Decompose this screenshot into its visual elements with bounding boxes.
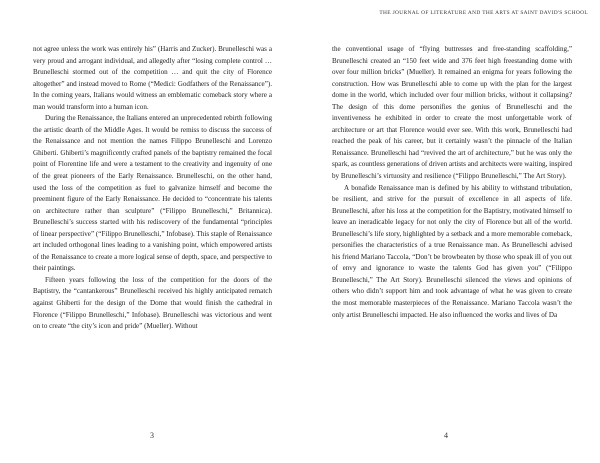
left-page-body <box>33 44 272 333</box>
page-number: 4 <box>444 431 448 440</box>
page-number: 3 <box>150 431 154 440</box>
paragraph: not agree unless the work was entirely his” (Harris and Zucker). Brunelleschi was a very proud and arrogant individual, and allegedly after “losing complete control … Brunelleschi stormed out of the competition … and quit the city of Florence altogether” and instead moved to Rome (“Medici: Godfathers of the Renaissance”). In the coming years, Italians would witness an emblematic comeback story where a man would transform into a human icon. <box>33 45 272 111</box>
right-page-body <box>332 44 572 321</box>
paragraph: A bonafide Renaissance man is defined by his ability to withstand tribulation, be resilient, and strive for the pursuit of excellence in all aspects of life. Brunelleschi, after his loss at the competition for the Baptistry, motivated himself to leave an ineradicable legacy for not only the city of Florence but all of the world. Brunelleschi’s life story, highlighted by a setback and a more memorable comeback, personifies the characteristics of a true Renaissance man. As Brunelleschi advised his friend Mariano Taccola, “Don’t be browbeaten by those who speak ill of you out of envy and ignorance to waste the talents God has given you” (“Filippo Brunelleschi,” The Art Story). Brunelleschi silenced the views and opinions of others who didn’t support him and took advantage of what he was given to create the most memorable masterpieces of the Renaissance. Mariano Taccola wasn’t the only artist Brunelleschi impacted. He also influenced the works and lives of Da <box>332 183 572 319</box>
right-page <box>300 0 600 463</box>
paragraph: During the Renaissance, the Italians entered an unprecedented rebirth following the artistic dearth of the Middle Ages. It would be remiss to discuss the success of the Renaissance and not mention the names Filippo Brunelleschi and Lorenzo Ghiberti. Ghiberti’s magnificently crafted panels of the baptistry remained the focal point of Florentine life and were a testament to the creativity and ingenuity of one of the great pioneers of the Early Renaissance. Brunelleschi, on the other hand, used the loss of the competition as fuel to galvanize himself and become the preeminent figure of the Early Renaissance. He decided to “concentrate his talents on architecture rather than sculpture” (“Filippo Brunelleschi,” Britannica). Brunelleschi’s success started with his rediscovery of the fundamental “principles of linear perspective” (“Filippo Brunelleschi,” Infobase). This staple of Renaissance art included orthogonal lines leading to a vanishing point, which empowered artists of the Renaissance to create a more logical sense of depth, space, and perspective to their paintings. <box>33 114 272 273</box>
paragraph: Fifteen years following the loss of the competition for the doors of the Baptistry, the “cantankerous” Brunelleschi received his highly anticipated rematch against Ghiberti for the design of the Dome that would finish the cathedral in Florence (“Filippo Brunelleschi,” Infobase). Brunelleschi was victorious and went on to create “the city’s icon and pride” (Mueller). Without <box>33 275 272 331</box>
running-head: THE JOURNAL OF LITERATURE AND THE ARTS AT SAINT DAVID'S SCHOOL <box>379 10 588 16</box>
paragraph: the conventional usage of “flying buttresses and free-standing scaffolding,” Brunelleschi created an “150 feet wide and 376 feet high freestanding dome with over four million bricks” (Mueller). It remained an enigma for years following the construction. How was Brunelleschi able to come up with the plan for the largest dome in the world, which included over four million bricks, without it collapsing? The design of this dome personifies the genius of Brunelleschi and the inventiveness he exhibited in order to create the most unforgettable work of architecture or art that Florence would ever see. With this work, Brunelleschi had reached the peak of his career, but it certainly wasn’t the pinnacle of the Italian Renaissance. Brunelleschi had “revived the art of architecture,” but he was only the spark, as countless generations of driven artists and architects were waiting, inspired by Brunelleschi’s virtuosity and resilience (“Filippo Brunelleschi,” The Art Story). <box>332 45 572 181</box>
